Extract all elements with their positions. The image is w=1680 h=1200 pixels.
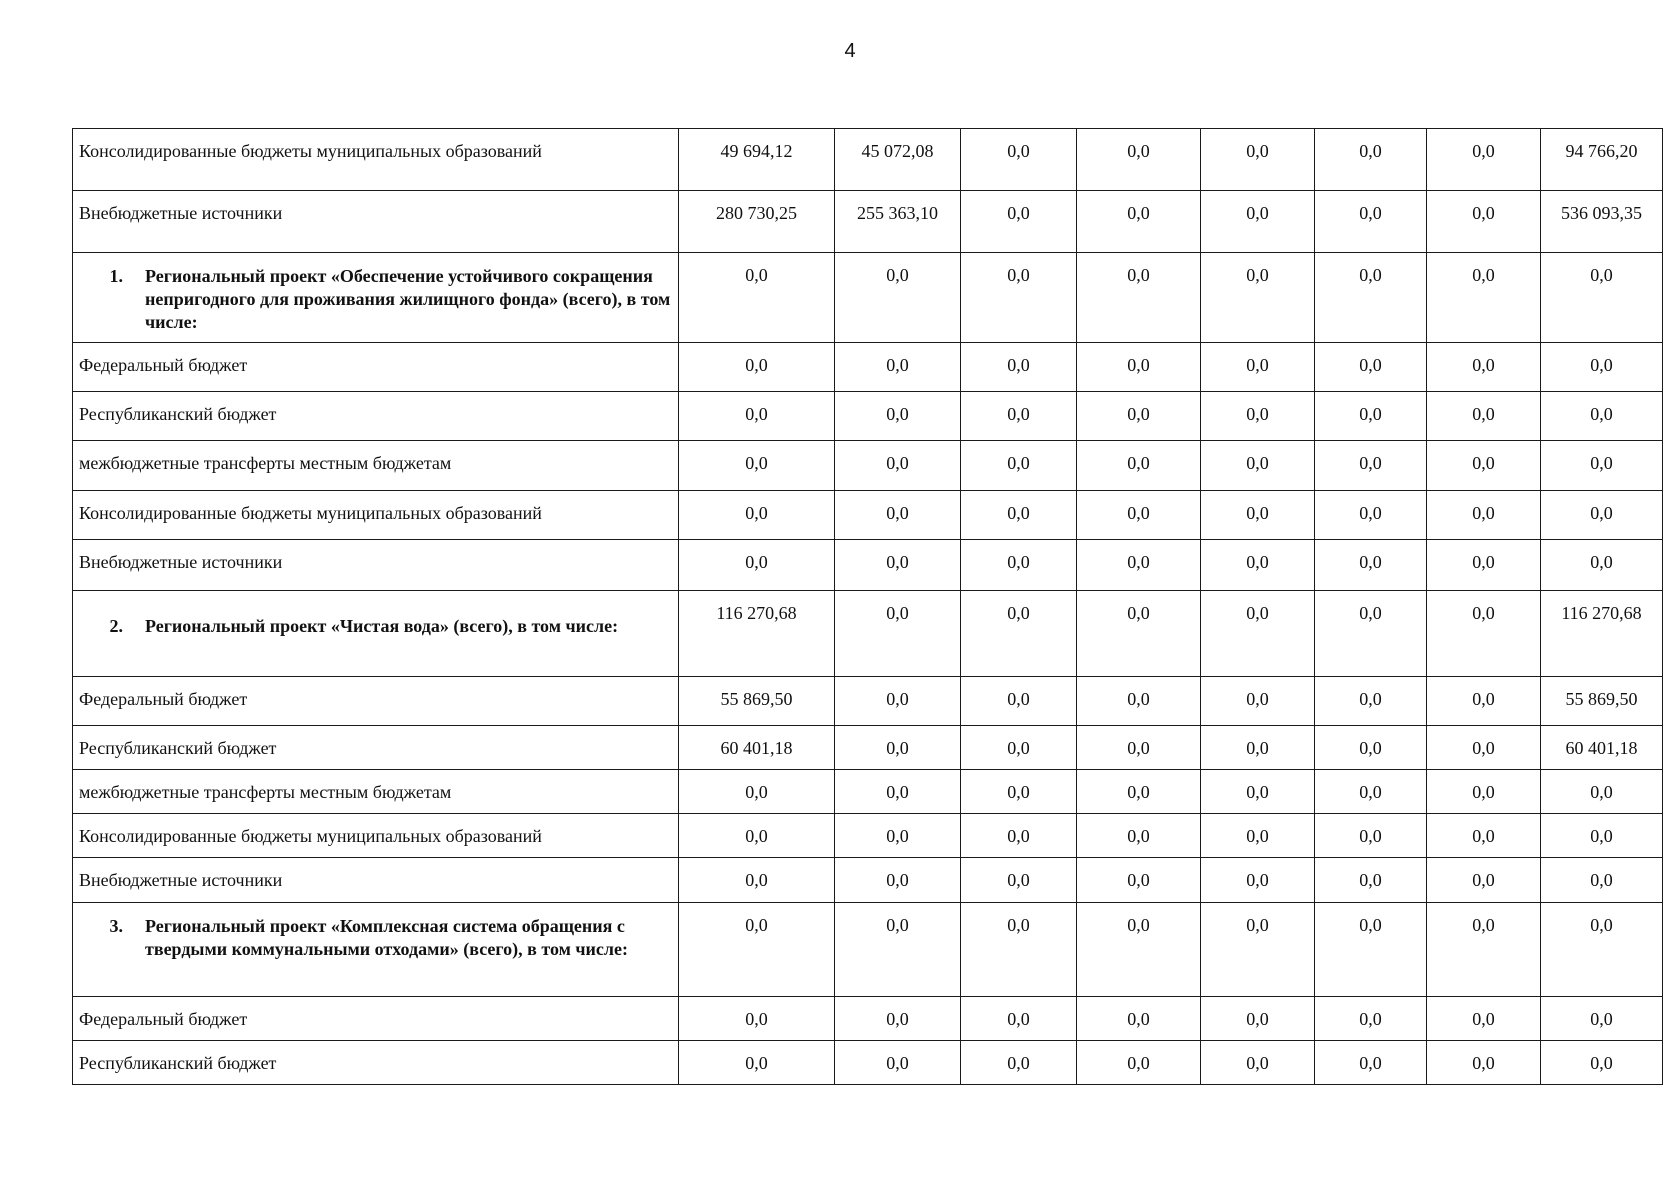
row-label: Консолидированные бюджеты муниципальных образований bbox=[73, 129, 679, 191]
value-cell: 0,0 bbox=[1201, 858, 1315, 903]
value-cell: 0,0 bbox=[679, 392, 835, 441]
value-cell: 0,0 bbox=[1077, 814, 1201, 858]
value-cell: 0,0 bbox=[835, 997, 961, 1041]
value-cell: 0,0 bbox=[1201, 441, 1315, 491]
row-label: межбюджетные трансферты местным бюджетам bbox=[73, 441, 679, 491]
project-number: 3. bbox=[109, 916, 123, 936]
table-row bbox=[73, 343, 1663, 392]
value-cell: 0,0 bbox=[1427, 858, 1541, 903]
value-cell: 0,0 bbox=[1201, 677, 1315, 726]
value-cell: 0,0 bbox=[1077, 392, 1201, 441]
value-cell: 0,0 bbox=[835, 858, 961, 903]
value-cell: 0,0 bbox=[1201, 903, 1315, 997]
value-cell: 0,0 bbox=[961, 903, 1077, 997]
row-label: Федеральный бюджет bbox=[73, 343, 679, 392]
value-cell: 0,0 bbox=[1315, 677, 1427, 726]
value-cell: 0,0 bbox=[1315, 1041, 1427, 1085]
value-cell: 0,0 bbox=[961, 343, 1077, 392]
table-row bbox=[73, 770, 1663, 814]
value-cell: 0,0 bbox=[1427, 441, 1541, 491]
value-cell: 0,0 bbox=[1077, 770, 1201, 814]
value-cell: 0,0 bbox=[835, 726, 961, 770]
value-cell: 0,0 bbox=[1201, 253, 1315, 343]
table-row bbox=[73, 191, 1663, 253]
value-cell: 0,0 bbox=[1541, 343, 1663, 392]
value-cell: 0,0 bbox=[961, 540, 1077, 591]
value-cell: 0,0 bbox=[1427, 253, 1541, 343]
project-title: Региональный проект «Обеспечение устойчивого сокращения непригодного для проживания жилищного фонда» (всего), в том числе: bbox=[145, 266, 671, 332]
value-cell: 0,0 bbox=[961, 253, 1077, 343]
value-cell: 0,0 bbox=[679, 997, 835, 1041]
value-cell: 0,0 bbox=[1315, 540, 1427, 591]
value-cell: 0,0 bbox=[1541, 997, 1663, 1041]
value-cell: 0,0 bbox=[1427, 540, 1541, 591]
value-cell: 0,0 bbox=[1315, 858, 1427, 903]
value-cell: 0,0 bbox=[835, 677, 961, 726]
value-cell: 0,0 bbox=[1427, 770, 1541, 814]
page-number: 4 bbox=[844, 40, 856, 62]
table-row bbox=[73, 491, 1663, 540]
value-cell: 0,0 bbox=[835, 903, 961, 997]
value-cell: 0,0 bbox=[961, 392, 1077, 441]
value-cell: 0,0 bbox=[1427, 591, 1541, 677]
value-cell: 0,0 bbox=[1315, 129, 1427, 191]
value-cell: 0,0 bbox=[1315, 770, 1427, 814]
value-cell: 0,0 bbox=[1315, 903, 1427, 997]
value-cell: 0,0 bbox=[961, 591, 1077, 677]
value-cell: 0,0 bbox=[679, 441, 835, 491]
table-row bbox=[73, 814, 1663, 858]
value-cell: 0,0 bbox=[679, 343, 835, 392]
value-cell: 255 363,10 bbox=[835, 191, 961, 253]
budget-table bbox=[72, 128, 1663, 1085]
value-cell: 0,0 bbox=[1077, 858, 1201, 903]
value-cell: 116 270,68 bbox=[679, 591, 835, 677]
value-cell: 0,0 bbox=[1427, 903, 1541, 997]
value-cell: 0,0 bbox=[1541, 858, 1663, 903]
value-cell: 0,0 bbox=[835, 540, 961, 591]
value-cell: 0,0 bbox=[1315, 814, 1427, 858]
value-cell: 0,0 bbox=[961, 814, 1077, 858]
project-label-cell bbox=[73, 253, 679, 343]
project-label-cell bbox=[73, 591, 679, 677]
value-cell: 0,0 bbox=[1427, 814, 1541, 858]
value-cell: 0,0 bbox=[1541, 814, 1663, 858]
project-row bbox=[73, 903, 1663, 997]
value-cell: 0,0 bbox=[1201, 191, 1315, 253]
table-row bbox=[73, 441, 1663, 491]
value-cell: 0,0 bbox=[961, 770, 1077, 814]
value-cell: 0,0 bbox=[1077, 441, 1201, 491]
value-cell: 536 093,35 bbox=[1541, 191, 1663, 253]
value-cell: 0,0 bbox=[679, 814, 835, 858]
value-cell: 0,0 bbox=[835, 770, 961, 814]
value-cell: 0,0 bbox=[679, 858, 835, 903]
value-cell: 0,0 bbox=[1541, 253, 1663, 343]
value-cell: 0,0 bbox=[835, 591, 961, 677]
row-label: межбюджетные трансферты местным бюджетам bbox=[73, 770, 679, 814]
value-cell: 0,0 bbox=[961, 997, 1077, 1041]
value-cell: 0,0 bbox=[1077, 253, 1201, 343]
value-cell: 0,0 bbox=[1427, 392, 1541, 441]
value-cell: 0,0 bbox=[1541, 770, 1663, 814]
value-cell: 0,0 bbox=[1201, 591, 1315, 677]
value-cell: 0,0 bbox=[1077, 129, 1201, 191]
value-cell: 0,0 bbox=[1201, 129, 1315, 191]
value-cell: 0,0 bbox=[835, 814, 961, 858]
value-cell: 0,0 bbox=[1427, 491, 1541, 540]
value-cell: 0,0 bbox=[961, 191, 1077, 253]
value-cell: 55 869,50 bbox=[679, 677, 835, 726]
value-cell: 0,0 bbox=[1201, 997, 1315, 1041]
value-cell: 0,0 bbox=[835, 1041, 961, 1085]
table-row bbox=[73, 1041, 1663, 1085]
value-cell: 0,0 bbox=[1427, 677, 1541, 726]
value-cell: 0,0 bbox=[679, 1041, 835, 1085]
value-cell: 60 401,18 bbox=[1541, 726, 1663, 770]
project-label-cell bbox=[73, 903, 679, 997]
row-label: Внебюджетные источники bbox=[73, 191, 679, 253]
value-cell: 0,0 bbox=[961, 129, 1077, 191]
value-cell: 0,0 bbox=[1077, 997, 1201, 1041]
value-cell: 116 270,68 bbox=[1541, 591, 1663, 677]
value-cell: 0,0 bbox=[961, 858, 1077, 903]
value-cell: 280 730,25 bbox=[679, 191, 835, 253]
table-row bbox=[73, 540, 1663, 591]
value-cell: 0,0 bbox=[835, 441, 961, 491]
value-cell: 0,0 bbox=[835, 253, 961, 343]
value-cell: 0,0 bbox=[1427, 343, 1541, 392]
row-label: Республиканский бюджет bbox=[73, 1041, 679, 1085]
value-cell: 0,0 bbox=[1315, 591, 1427, 677]
value-cell: 0,0 bbox=[1077, 491, 1201, 540]
value-cell: 45 072,08 bbox=[835, 129, 961, 191]
table-row bbox=[73, 726, 1663, 770]
value-cell: 0,0 bbox=[835, 491, 961, 540]
value-cell: 0,0 bbox=[1201, 392, 1315, 441]
project-number: 1. bbox=[109, 266, 123, 286]
row-label: Республиканский бюджет bbox=[73, 726, 679, 770]
value-cell: 0,0 bbox=[961, 441, 1077, 491]
value-cell: 0,0 bbox=[1201, 540, 1315, 591]
table-body bbox=[73, 129, 1663, 1085]
project-row bbox=[73, 591, 1663, 677]
table-row bbox=[73, 677, 1663, 726]
value-cell: 0,0 bbox=[1315, 441, 1427, 491]
project-title: Региональный проект «Комплексная система обращения с твердыми коммунальными отходами» (всего), в том числе: bbox=[145, 916, 628, 959]
row-label: Внебюджетные источники bbox=[73, 858, 679, 903]
value-cell: 0,0 bbox=[679, 540, 835, 591]
value-cell: 0,0 bbox=[679, 253, 835, 343]
row-label: Республиканский бюджет bbox=[73, 392, 679, 441]
table-row bbox=[73, 129, 1663, 191]
value-cell: 0,0 bbox=[961, 726, 1077, 770]
value-cell: 0,0 bbox=[1077, 677, 1201, 726]
value-cell: 0,0 bbox=[1427, 129, 1541, 191]
value-cell: 0,0 bbox=[679, 770, 835, 814]
value-cell: 0,0 bbox=[1201, 770, 1315, 814]
project-row bbox=[73, 253, 1663, 343]
value-cell: 0,0 bbox=[1315, 253, 1427, 343]
value-cell: 0,0 bbox=[1427, 191, 1541, 253]
table-row bbox=[73, 997, 1663, 1041]
value-cell: 0,0 bbox=[1315, 191, 1427, 253]
value-cell: 0,0 bbox=[1427, 1041, 1541, 1085]
value-cell: 0,0 bbox=[1201, 814, 1315, 858]
value-cell: 60 401,18 bbox=[679, 726, 835, 770]
value-cell: 0,0 bbox=[1315, 726, 1427, 770]
value-cell: 0,0 bbox=[961, 491, 1077, 540]
value-cell: 0,0 bbox=[1077, 191, 1201, 253]
value-cell: 0,0 bbox=[1541, 441, 1663, 491]
value-cell: 94 766,20 bbox=[1541, 129, 1663, 191]
value-cell: 0,0 bbox=[1315, 392, 1427, 441]
table-row bbox=[73, 392, 1663, 441]
value-cell: 0,0 bbox=[1541, 903, 1663, 997]
value-cell: 0,0 bbox=[1077, 591, 1201, 677]
row-label: Федеральный бюджет bbox=[73, 997, 679, 1041]
value-cell: 0,0 bbox=[1315, 491, 1427, 540]
value-cell: 0,0 bbox=[961, 1041, 1077, 1085]
value-cell: 0,0 bbox=[1541, 392, 1663, 441]
value-cell: 0,0 bbox=[961, 677, 1077, 726]
row-label: Консолидированные бюджеты муниципальных образований bbox=[73, 491, 679, 540]
value-cell: 0,0 bbox=[1315, 997, 1427, 1041]
value-cell: 0,0 bbox=[1541, 491, 1663, 540]
row-label: Консолидированные бюджеты муниципальных образований bbox=[73, 814, 679, 858]
project-number: 2. bbox=[109, 616, 123, 636]
project-title: Региональный проект «Чистая вода» (всего), в том числе: bbox=[145, 616, 619, 636]
value-cell: 55 869,50 bbox=[1541, 677, 1663, 726]
value-cell: 0,0 bbox=[1315, 343, 1427, 392]
value-cell: 0,0 bbox=[1541, 540, 1663, 591]
value-cell: 0,0 bbox=[1427, 997, 1541, 1041]
value-cell: 0,0 bbox=[1201, 1041, 1315, 1085]
value-cell: 0,0 bbox=[1077, 1041, 1201, 1085]
value-cell: 0,0 bbox=[1077, 343, 1201, 392]
value-cell: 0,0 bbox=[1201, 491, 1315, 540]
value-cell: 0,0 bbox=[1201, 343, 1315, 392]
value-cell: 0,0 bbox=[1077, 726, 1201, 770]
value-cell: 0,0 bbox=[1201, 726, 1315, 770]
value-cell: 0,0 bbox=[835, 343, 961, 392]
value-cell: 0,0 bbox=[835, 392, 961, 441]
value-cell: 49 694,12 bbox=[679, 129, 835, 191]
value-cell: 0,0 bbox=[1077, 903, 1201, 997]
value-cell: 0,0 bbox=[679, 903, 835, 997]
value-cell: 0,0 bbox=[1541, 1041, 1663, 1085]
row-label: Федеральный бюджет bbox=[73, 677, 679, 726]
value-cell: 0,0 bbox=[1427, 726, 1541, 770]
value-cell: 0,0 bbox=[679, 491, 835, 540]
row-label: Внебюджетные источники bbox=[73, 540, 679, 591]
value-cell: 0,0 bbox=[1077, 540, 1201, 591]
table-row bbox=[73, 858, 1663, 903]
